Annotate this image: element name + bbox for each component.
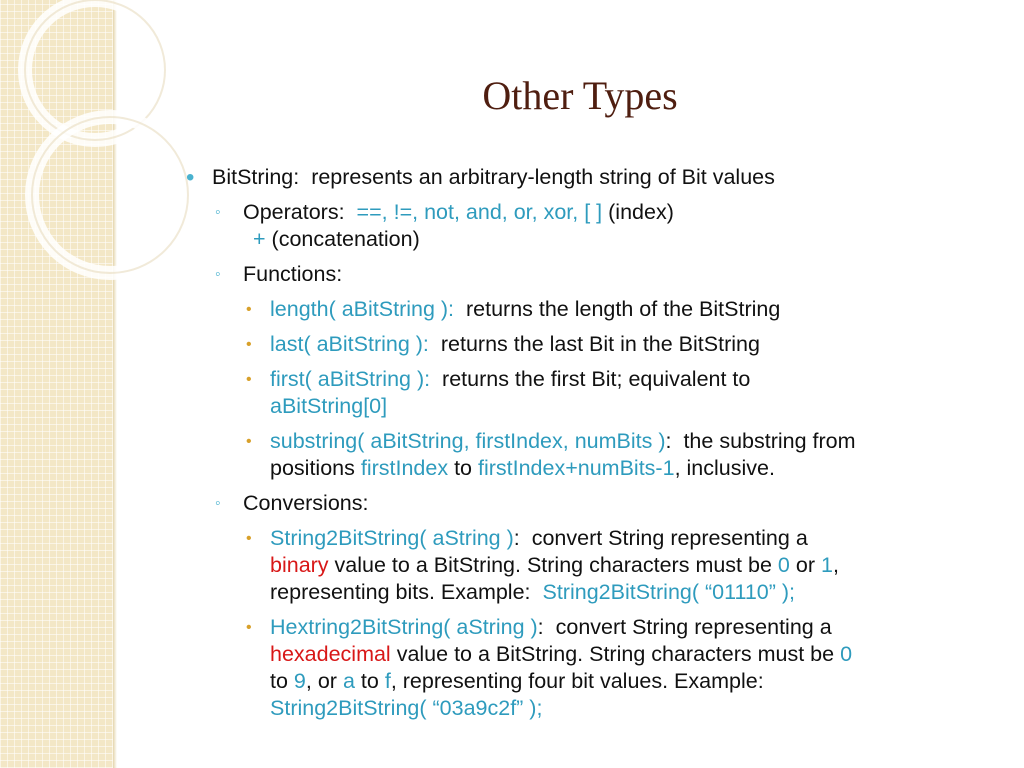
decorative-circles: [0, 0, 200, 320]
sub-bullet-icon: ◦: [215, 495, 221, 512]
substring-t2: to: [454, 456, 472, 480]
h2b-ca: a: [342, 669, 355, 693]
bitstring-item: [186, 164, 996, 191]
h2b-c0: 0: [840, 642, 853, 666]
substring-t3: , inclusive.: [674, 456, 775, 480]
h2b-cf: f: [384, 669, 391, 693]
s2b-emph: binary: [270, 553, 329, 577]
s2b-t1: value to a BitString. String characters must be: [334, 553, 772, 577]
h2b-desc: convert String representing a: [555, 615, 832, 639]
slide-title: Other Types: [482, 73, 678, 118]
last-code: last( aBitString ):: [270, 332, 429, 356]
sub-sub-bullet-icon: •: [246, 336, 252, 353]
sub-sub-bullet-icon: •: [246, 619, 252, 636]
sub-sub-bullet-icon: •: [246, 530, 252, 547]
h2b-t1: value to a BitString. String characters must be: [396, 642, 835, 666]
h2b-example: String2BitString( “03a9c2f” );: [270, 696, 543, 720]
function-last-item: [186, 331, 996, 358]
h2b-emph: hexadecimal: [270, 642, 391, 666]
h2b-code: Hextring2BitString( aString ): [270, 615, 538, 639]
s2b-example: String2BitString( “01110” );: [542, 580, 796, 604]
substring-t1: positions: [270, 456, 355, 480]
h2b-c9: 9: [293, 669, 306, 693]
last-desc: returns the last Bit in the BitString: [440, 332, 760, 356]
first-desc: returns the first Bit; equivalent to: [442, 367, 751, 391]
operators-label: Operators:: [243, 200, 345, 224]
length-code: length( aBitString ):: [270, 297, 455, 321]
s2b-code: String2BitString( aString ): [270, 526, 514, 550]
operators-concat-note: (concatenation): [271, 227, 420, 251]
s2b-colon: :: [513, 526, 520, 550]
slide-content: [186, 164, 996, 730]
s2b-desc: convert String representing a: [531, 526, 808, 550]
substring-c1: firstIndex: [360, 456, 449, 480]
length-desc: returns the length of the BitString: [465, 297, 781, 321]
conversions-item: [186, 490, 996, 517]
function-substring-item: [186, 428, 996, 482]
s2b-c1: 1: [820, 553, 833, 577]
function-first-item: [186, 366, 996, 420]
s2b-or: or: [795, 553, 815, 577]
first-code: first( aBitString ):: [270, 367, 431, 391]
bitstring-desc: represents an arbitrary-length string of Bit values: [311, 165, 775, 189]
substring-c2: firstIndex+numBits-1: [477, 456, 675, 480]
h2b-or: , or: [305, 669, 337, 693]
h2b-colon: :: [537, 615, 544, 639]
bullet-icon: •: [186, 164, 195, 191]
function-length-item: [186, 296, 996, 323]
s2b-comma: ,: [832, 553, 839, 577]
conversions-label: Conversions:: [243, 491, 369, 515]
operators-index-note: (index): [608, 200, 674, 224]
operators-plus: +: [253, 227, 266, 251]
conversion-h2b-item: [186, 614, 996, 722]
first-code2: aBitString[0]: [270, 394, 388, 418]
substring-colon: :: [665, 429, 672, 453]
functions-label: Functions:: [243, 262, 343, 286]
conversion-s2b-item: [186, 525, 996, 606]
sub-sub-bullet-icon: •: [246, 301, 252, 318]
s2b-c0: 0: [777, 553, 790, 577]
h2b-to2: to: [360, 669, 379, 693]
bitstring-label: BitString:: [212, 165, 300, 189]
operators-item: [186, 199, 996, 253]
functions-item: [186, 261, 996, 288]
operators-list: ==, !=, not, and, or, xor, [ ]: [356, 200, 603, 224]
sub-bullet-icon: ◦: [215, 204, 221, 221]
sub-sub-bullet-icon: •: [246, 433, 252, 450]
h2b-to: to: [270, 669, 288, 693]
substring-code: substring( aBitString, firstIndex, numBits ): [270, 429, 666, 453]
sub-sub-bullet-icon: •: [246, 371, 252, 388]
s2b-t2: representing bits. Example:: [270, 580, 531, 604]
h2b-t2: , representing four bit values. Example:: [390, 669, 764, 693]
sub-bullet-icon: ◦: [215, 266, 221, 283]
substring-desc: the substring from: [683, 429, 856, 453]
